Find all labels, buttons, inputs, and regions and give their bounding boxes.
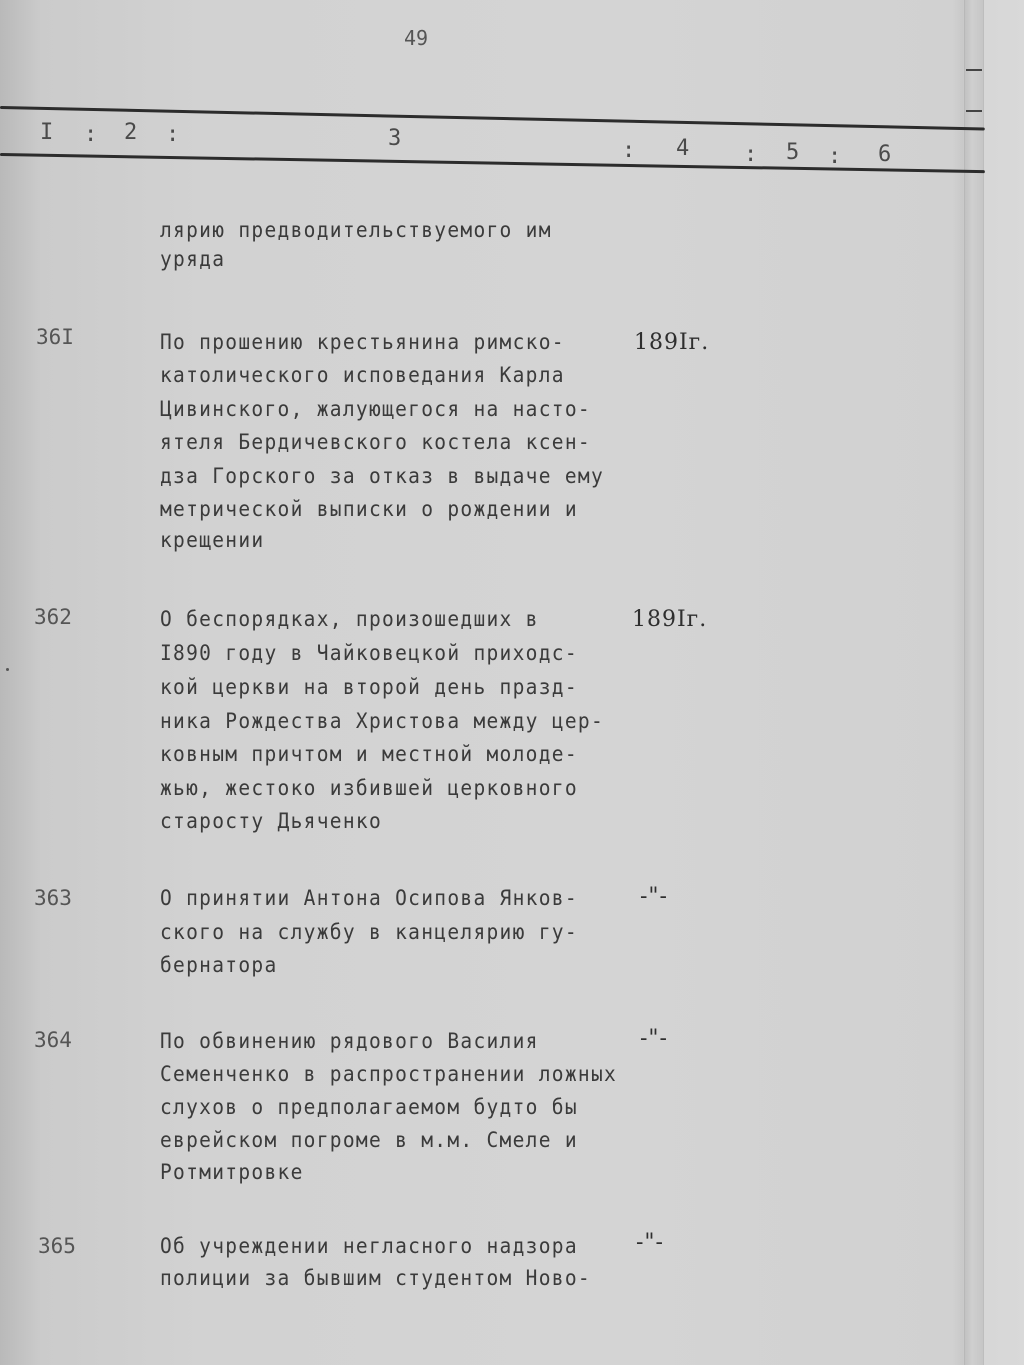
- text-line: уряда: [160, 247, 226, 271]
- text-line: Ротмитровке: [160, 1160, 304, 1184]
- text-line: Семенченко в распространении ложных: [160, 1062, 618, 1086]
- entry-date-ditto: -"-: [640, 884, 668, 909]
- entry-number: 365: [38, 1234, 76, 1258]
- text-line: ника Рождества Христова между цер-: [160, 709, 605, 733]
- text-line: дза Горского за отказ в выдаче ему: [160, 464, 605, 488]
- text-line: По прошению крестьянина римско-: [160, 330, 565, 354]
- text-line: ского на службу в канцелярию гу-: [160, 920, 578, 944]
- column-header-3: 3: [388, 126, 402, 151]
- entry-date: 189Iг.: [634, 330, 710, 355]
- column-separator: :: [828, 144, 842, 169]
- paper-speck: [6, 668, 9, 671]
- text-line: По обвинению рядового Василия: [160, 1029, 539, 1053]
- column-separator: :: [166, 122, 180, 147]
- text-line: О беспорядках, произошедших в: [160, 607, 539, 631]
- text-line: метрической выписки о рождении и: [160, 497, 578, 521]
- text-line: О принятии Антона Осипова Янков-: [160, 886, 578, 910]
- text-line: Об учреждении негласного надзора: [160, 1234, 578, 1258]
- text-line: католического исповедания Карла: [160, 363, 565, 387]
- page-number: 49: [404, 26, 429, 50]
- column-header-5: 5: [786, 140, 800, 165]
- text-line: кой церкви на второй день празд-: [160, 675, 578, 699]
- column-header-6: 6: [878, 142, 892, 167]
- entry-number: 362: [34, 605, 72, 629]
- text-line: бернатора: [160, 953, 278, 977]
- text-line: крещении: [160, 528, 265, 552]
- text-line: ятеля Бердичевского костела ксен-: [160, 430, 591, 454]
- column-header-4: 4: [676, 136, 690, 161]
- column-separator: :: [744, 142, 758, 167]
- page-edge: [964, 0, 984, 1365]
- text-line: полиции за бывшим студентом Ново-: [160, 1266, 591, 1290]
- text-line: I890 году в Чайковецкой приходс-: [160, 641, 578, 665]
- text-line: Цивинского, жалующегося на насто-: [160, 397, 591, 421]
- text-line: слухов о предполагаемом будто бы: [160, 1095, 578, 1119]
- column-header-1: I: [40, 120, 54, 145]
- entry-number: 36I: [36, 325, 74, 349]
- column-separator: :: [84, 122, 98, 147]
- text-line: жью, жестоко избившей церковного: [160, 776, 578, 800]
- entry-number: 364: [34, 1028, 72, 1052]
- text-line: ковным причтом и местной молоде-: [160, 742, 578, 766]
- entry-date: 189Iг.: [632, 607, 708, 632]
- column-header-2: 2: [124, 120, 138, 145]
- column-separator: :: [622, 138, 636, 163]
- entry-date-ditto: -"-: [640, 1026, 668, 1051]
- text-line: старосту Дьяченко: [160, 809, 383, 833]
- text-line: лярию предводительствуемого им: [160, 218, 552, 242]
- edge-tick-mark: [966, 110, 982, 112]
- entry-date-ditto: -"-: [636, 1230, 664, 1255]
- header-rule-top: [0, 106, 985, 130]
- edge-tick-mark: [966, 69, 982, 71]
- text-line: еврейском погроме в м.м. Смеле и: [160, 1128, 578, 1152]
- entry-number: 363: [34, 886, 72, 910]
